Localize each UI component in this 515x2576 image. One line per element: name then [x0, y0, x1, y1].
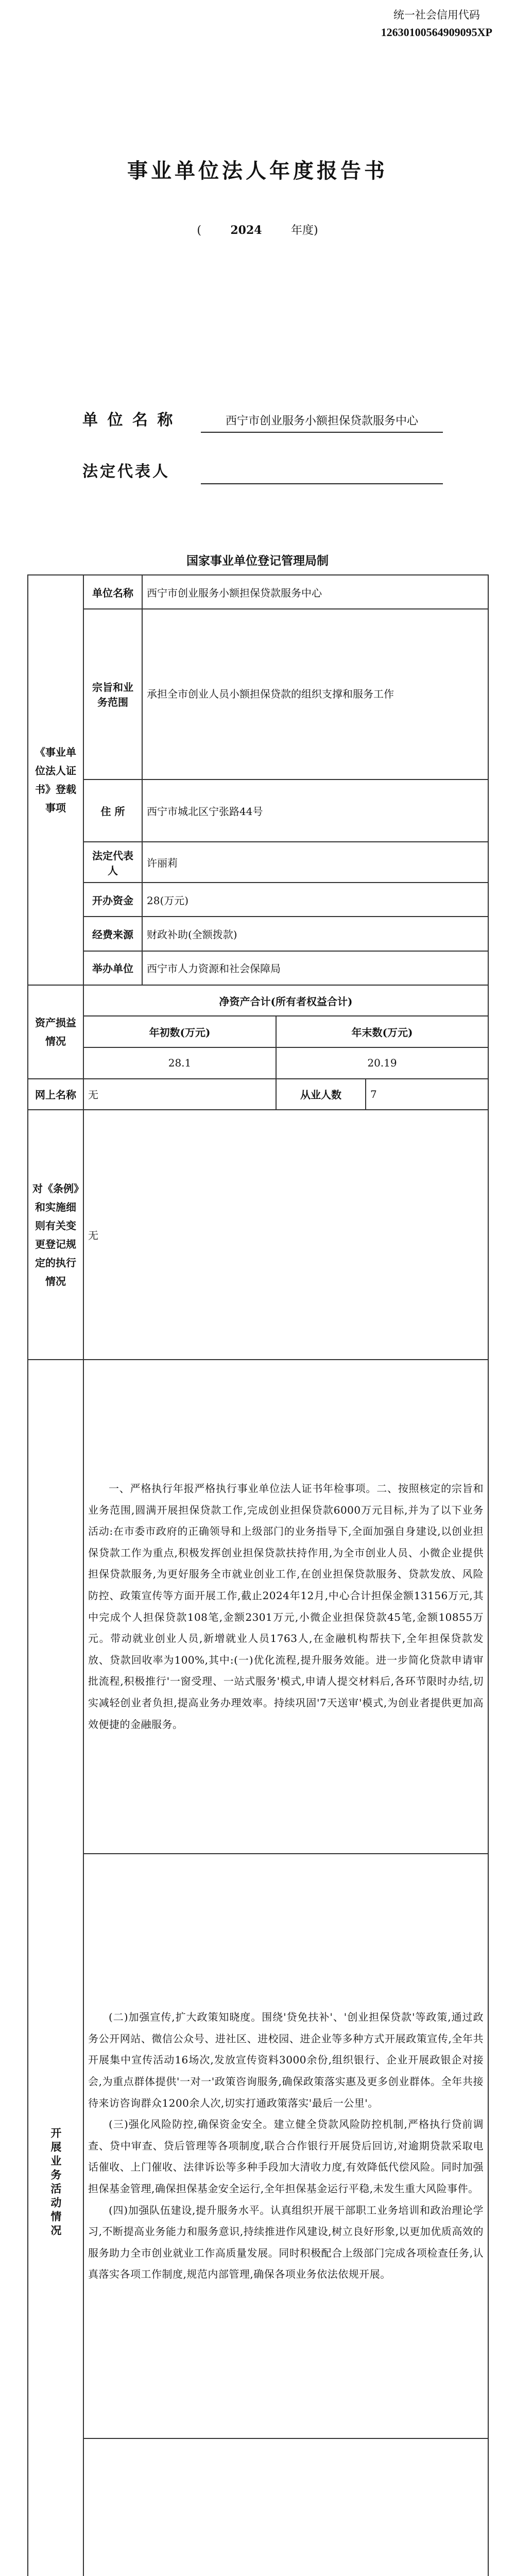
cover-legal-rep-label: 法定代表人: [82, 463, 170, 481]
year-suffix: 年度): [291, 224, 318, 237]
unified-credit-code-label: 统一社会信用代码: [393, 9, 480, 21]
activities-side-label: [28, 1360, 83, 2576]
assets-header: 净资产合计(所有者权益合计): [83, 985, 488, 1016]
registry-side-label: 《事业单位法人证书》登载事项: [28, 575, 83, 985]
staff-row: [28, 1079, 488, 1110]
activities-paragraph: (二)加强宣传,扩大政策知晓度。围绕'贷免扶补'、'创业担保贷款'等政策,通过政务公开网站、微信公众号、进社区、进校园、进企业等多种方式开展政策宣传,全年共开展集中宣传活动16场次,发放宣传资料3000余份,组织银行、企业开展政银企对接会,为重点群体提供'一对一'政策咨询服务,确保政策落实惠及更多创业群体。全年共接待来访咨询群众1200余人次,切实打通政策落实'最后一公里'。: [88, 2011, 484, 2109]
assets-end-label: 年末数(万元): [276, 1016, 488, 1047]
employees-value: 7: [366, 1079, 488, 1110]
activities-row-1: [28, 1360, 488, 1854]
publisher-line: 国家事业单位登记管理局制: [186, 554, 329, 568]
registry-address-label: 住 所: [83, 779, 142, 842]
activities-paragraph: 一、严格执行年报严格执行事业单位法人证书年检事项。二、按照核定的宗旨和业务范围,圆满开展担保贷款工作,完成创业担保贷款6000万元目标,并为了以下业务活动:在市委市政府的正确领导和上级部门的业务指导下,全面加强自身建设,以创业担保贷款工作为重点,积极发挥创业担保贷款扶持作用,为全市创业人员、小微企业提供担保贷款服务,为更好服务全市就业创业工作,在创业担保贷款服务、贷款发放、风险防控、政策宣传等方面开展工作,截止2024年12月,中心合计担保金额13156万元,其中完成个人担保贷款108笔,金额2301万元,小微企业担保贷款45笔,金额10855万元。带动就业创业人员,新增就业人员1763人,在金融机构帮扶下,全年担保贷款发放、贷款回收率为100%,其中:(一)优化流程,提升服务效能。进一步简化贷款申请审批流程,积极推行'一窗受理、一站式服务'模式,申请人提交材料后,各环节限时办结,切实减轻创业者负担,提高业务办理效率。持续巩固'7天送审'模式,为创业者提供更加高效便捷的金融服务。: [88, 1482, 484, 1731]
registry-legal-rep-value: 许丽莉: [142, 842, 488, 883]
registry-row-sponsor: [28, 951, 488, 985]
registry-legal-rep-label: 法定代表人: [83, 842, 142, 883]
employees-label: 从业人数: [276, 1079, 366, 1110]
registry-funding-value: 财政补助(全额拨款): [142, 917, 488, 951]
registry-address-value: 西宁市城北区宁张路44号: [142, 779, 488, 842]
registry-capital-value: 28(万元): [142, 883, 488, 917]
registry-row-capital: [28, 883, 488, 917]
website-value: 无: [83, 1079, 276, 1110]
registry-name-label: 单位名称: [83, 575, 142, 609]
registry-row-name: [28, 575, 488, 609]
cover-unit-name-value: 西宁市创业服务小额担保贷款服务中心: [201, 413, 443, 433]
registry-funding-label: 经费来源: [83, 917, 142, 951]
assets-values-row: [28, 1047, 488, 1079]
registry-sponsor-value: 西宁市人力资源和社会保障局: [142, 951, 488, 985]
activities-paragraph: (四)加强队伍建设,提升服务水平。认真组织开展干部职工业务培训和政治理论学习,不断提高业务能力和服务意识,持续推进作风建设,树立良好形象,以更加优质高效的服务助力全市创业就业工作高质量发展。同时积极配合上级部门完成各项检查任务,认真落实各项工作制度,规范内部管理,确保各项业务依法依规开展。: [88, 2204, 484, 2281]
unified-credit-code-block: [381, 7, 492, 41]
cover-legal-rep-value: [201, 466, 443, 484]
assets-end-value: 20.19: [276, 1047, 488, 1079]
compliance-value: 无: [83, 1110, 488, 1360]
report-title: 事业单位法人年度报告书: [127, 159, 388, 183]
compliance-row: [28, 1110, 488, 1360]
year-open-paren: (: [197, 224, 201, 237]
assets-columns-row: [28, 1016, 488, 1047]
assets-header-row: [28, 985, 488, 1016]
report-year: 2024: [230, 224, 262, 237]
registry-sponsor-label: 举办单位: [83, 951, 142, 985]
cover-legal-rep-row: [82, 453, 443, 484]
activities-side-text: 开展业务活动情况: [49, 2127, 62, 2239]
assets-begin-value: 28.1: [83, 1047, 276, 1079]
registry-row-address: [28, 779, 488, 842]
annual-report-table: [27, 574, 489, 2576]
registry-purpose-value: 承担全市创业人员小额担保贷款的组织支撑和服务工作: [142, 609, 488, 779]
report-year-line: [0, 222, 515, 238]
cover-unit-name-row: [82, 371, 443, 433]
website-label: 网上名称: [28, 1079, 83, 1110]
compliance-side-label: 对《条例》和实施细则有关变更登记规定的执行情况: [28, 1110, 83, 1360]
registry-row-funding: [28, 917, 488, 951]
assets-begin-label: 年初数(万元): [83, 1016, 276, 1047]
assets-side-label: 资产损益情况: [28, 985, 83, 1079]
registry-purpose-label: 宗旨和业务范围: [83, 609, 142, 779]
activities-row-3: [28, 2438, 488, 2576]
activities-text-2: [83, 1854, 488, 2438]
registry-name-value: 西宁市创业服务小额担保贷款服务中心: [142, 575, 488, 609]
activities-text-3: [83, 2438, 488, 2576]
activities-paragraph: (三)强化风险防控,确保资金安全。建立健全贷款风险防控机制,严格执行贷前调查、贷中审查、贷后管理等各项制度,联合合作银行开展贷后回访,对逾期贷款采取电话催收、上门催收、法律诉讼等多种手段加大清收力度,有效降低代偿风险。同时加强担保基金管理,确保担保基金安全运行,全年担保基金运行平稳,未发生重大风险事件。: [88, 2118, 484, 2195]
registry-row-legal-rep: [28, 842, 488, 883]
cover-unit-name-label: 单 位 名 称: [82, 411, 175, 429]
registry-capital-label: 开办资金: [83, 883, 142, 917]
activities-row-2: [28, 1854, 488, 2438]
unified-credit-code-value: 12630100564909095XP: [381, 25, 492, 39]
activities-text-1: [83, 1360, 488, 1854]
registry-row-purpose: [28, 609, 488, 779]
